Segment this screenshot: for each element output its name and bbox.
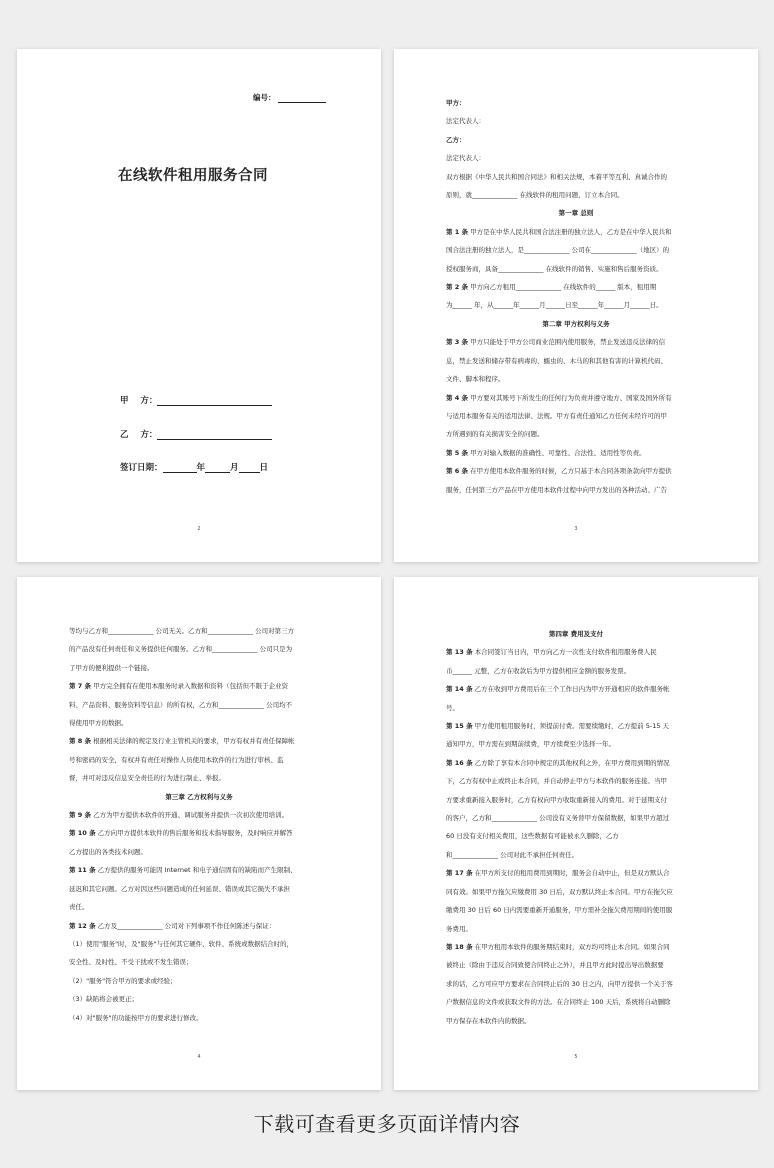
line-text: 原则，就______________ 在线软件的租用问题，订立本合同。 [446,191,624,200]
line-text: 务费用。 [446,924,472,933]
line-text: 方所遇到的有关损害安全的问题。 [446,430,544,439]
article-number: 第 5 条 [446,448,469,457]
paragraph-line [446,296,706,314]
paragraph-line [69,769,329,787]
contract-title: 在线软件租用服务合同 [118,168,268,184]
party-a-field [120,394,272,406]
day-label: 日 [259,463,269,473]
line-text: 的产品没有任何责任和义务提供任何服务。乙方和______________ 公司只是为 [69,645,293,654]
line-text: 乙方向甲方提供本软件的售后服务和技术指导服务，及时响应并解答 [95,829,293,838]
line-text: 乙方提供的服务可能因 Internet 和电子通信固有的缺陷而产生限制、 [95,866,297,875]
article-number: 第 15 条 [446,722,473,731]
paragraph-line [446,901,706,919]
paragraph-line [446,643,706,661]
article-number: 第 10 条 [69,829,96,838]
line-text: 与适用本服务有关的适用法律、法规。甲方有责任通知乙方任何未经许可的甲 [446,411,667,420]
article-number: 第 17 条 [446,869,473,878]
paragraph-line [446,717,706,735]
paragraph-line [446,149,706,167]
article-number: 第 18 条 [446,942,473,951]
page-number: 3 [574,526,578,532]
article-number: 第 2 条 [446,283,469,292]
paragraph-line [69,1009,329,1027]
paragraph-line [69,972,329,990]
line-text: 下，乙方有权中止或终止本合同，并自动停止甲方与本软件的服务连接。当甲 [446,777,667,786]
paragraph-line [446,699,706,717]
paragraph-line [69,861,329,879]
line-text: 了甲方的便利提供一个链接。 [69,663,154,672]
line-text: （1）使用"服务"时，及"服务"与任何其它硬件、软件、系统或数据结合时的， [69,939,294,948]
paragraph-line [446,975,706,993]
party-b-field [120,428,272,440]
line-text: 服务，任何第三方产品在甲方使用本软件过程中向甲方发出的各种活动、广告 [446,485,667,494]
paragraph-line [446,333,706,351]
paragraph-line [446,864,706,882]
paragraph-line [446,112,706,130]
contract-page-4 [17,577,381,1090]
line-text: 息，禁止发送和储存带有病毒的、蠕虫的、木马的和其他有害的计算机代码、 [446,356,667,365]
article-number: 第 8 条 [69,737,92,746]
line-text: 缴费用 30 日后 60 日内需要重新开通服务，甲方需补全拖欠费用期间的使用服 [446,906,673,915]
line-text: 延迟和其它问题。乙方对因这些问题造成的任何延误、错误或其它损失不承担 [69,884,290,893]
paragraph-line [69,898,329,916]
line-text: 乙方及______________ 公司对下列事项不作任何陈述与保证： [95,921,276,930]
paragraph-line [446,462,706,480]
paragraph-line [446,186,706,204]
line-text: （2）"服务"符合甲方的要求或经验； [69,976,177,985]
sign-date-label: 签订日期： [120,463,163,473]
paragraph-line [69,696,329,714]
line-text: 甲方向乙方租用______________ 在线软件的______ 版本，租用期 [468,283,657,292]
paragraph-line [446,791,706,809]
line-text: 币______ 元整，乙方在收款后为甲方提供相应金额的服务发票。 [446,666,631,675]
paragraph-line [446,168,706,186]
line-text: 被终止（除由于违反合同致使合同终止之外），并且甲方此时提出导出数据要 [446,961,664,970]
line-text: 甲方完全拥有在使用本服务时录入数据和资料（包括但不限于企业资 [91,682,289,691]
article-number: 第 4 条 [446,393,469,402]
line-text: 国合法注册的独立法人，是______________ 公司在______________（地区）的 [446,246,670,255]
party-a-label: 甲 方： [120,396,158,406]
paragraph-line [446,407,706,425]
line-text: 本合同签订当日内，甲方向乙方一次性支付软件租用服务费人民 [472,648,657,657]
line-text: 等均与乙方和______________ 公司无关。乙方和______________ 公司对第三方 [69,627,295,635]
line-text: 号。 [446,703,459,712]
chapter-heading: 第四章 费用及支付 [548,630,604,638]
article-number: 第 12 条 [69,921,96,930]
paragraph-line [446,920,706,938]
line-text: 号和密码的安全，有权并有责任对操作人员使用本软件的行为进行审核、监 [69,755,284,764]
paragraph-line [446,938,706,956]
line-text: 在甲方使用本软件服务的时候，乙方只基于本合同各项条款向甲方提供 [468,467,672,476]
paragraph-line [446,735,706,753]
paragraph-line [69,843,329,861]
page-number: 2 [197,526,201,532]
line-text: （4）对"服务"的功能按甲方的要求进行修改。 [69,1013,203,1022]
paragraph-line [69,751,329,769]
contract-page-3 [394,49,758,562]
paragraph-line [446,662,706,680]
paragraph-line [69,953,329,971]
line-text: 督，并可对违反信息安全责任的行为进行制止、举报。 [69,774,225,783]
paragraph-line [446,223,706,241]
paragraph-line [446,481,706,499]
line-text: 责任。 [69,903,89,912]
paragraph-line [446,993,706,1011]
line-text: 双方根据《中华人民共和国合同法》和相关法规，本着平等互利、真诚合作的 [446,172,667,181]
cover-page [17,49,381,562]
paragraph-line [446,94,706,112]
paragraph-line [446,956,706,974]
paragraph-line [446,131,706,149]
sign-date-field [120,461,268,473]
line-text: 甲方是在中华人民共和国合法注册的独立法人，乙方是在中华人民共和 [468,227,672,236]
article-number: 第 11 条 [69,866,96,875]
paragraph-line [69,677,329,695]
line-text: 甲方对输入数据的准确性、可靠性、合法性、适用性等负责。 [468,448,646,457]
article-number: 第 3 条 [446,338,469,347]
line-text: 乙方提出的各类技术问题。 [69,847,147,856]
serial-label: 编号： [253,93,276,102]
month-blank-line [205,464,230,473]
paragraph-line [446,827,706,845]
line-text: 和______________ 公司对此不承担任何责任。 [446,850,579,859]
article-number: 第 6 条 [446,467,469,476]
line-text: 法定代表人： [446,154,485,163]
line-text: 通知甲方，甲方需在到期前续费，甲方续费至少选择一年。 [446,740,615,749]
paragraph-line [446,370,706,388]
line-text: 在甲方所支付的租用费用到期时，服务会自动中止，但是双方默认合 [472,869,670,878]
year-blank-line [163,464,197,473]
line-text: 在甲方租用本软件的服务期结束时，双方均可终止本合同。如果合同 [472,942,670,951]
paragraph-line [69,880,329,898]
article-number: 第 9 条 [69,811,92,820]
paragraph-line [446,883,706,901]
page-number: 5 [574,1054,578,1060]
page-body [446,625,706,1030]
line-text: 料、产品资料、服务资料等信息）的所有权，乙方和______________ 公司均不 [69,700,293,709]
line-text: 为______ 年，从______年______月______日至______年______月______日。 [446,301,663,310]
paragraph-line [69,935,329,953]
paragraph-line [446,1012,706,1030]
page-number: 4 [197,1054,201,1060]
line-text: 甲方只能处于甲方公司商业范围内使用服务，禁止发送违反法律的信 [468,338,666,347]
line-text: 求的话，乙方可应甲方要求在合同终止后的 30 日之内，向甲方提供一个关于客 [446,979,673,988]
serial-number-field [253,92,326,103]
month-label: 月 [230,463,239,473]
day-blank-line [239,464,260,473]
paragraph-line [446,754,706,772]
line-text: （3）缺陷将会被更正； [69,995,139,1004]
article-number: 第 14 条 [446,685,473,694]
paragraph-line [446,260,706,278]
paragraph-line [69,917,329,935]
paragraph-line [446,241,706,259]
line-text: 的客户，乙方和______________ 公司没有义务替甲方保留数据，如果甲方超过 [446,814,670,823]
page-body [69,622,329,1027]
article-number: 第 16 条 [446,758,473,767]
paragraph-line [69,640,329,658]
article-number: 第 7 条 [69,682,92,691]
line-text: 安全性、及时性、不受干扰或不发生错误； [69,958,193,967]
line-text: 方要求重新接入服务时，乙方有权向甲方收取重新接入的费用。对于延期支付 [446,795,667,804]
line-text: 乙方在收到甲方费用后在三个工作日内为甲方开通相应的软件服务帐 [472,685,670,694]
line-text: 甲方要对其账号下所发生的任何行为负责并遵守地方、国家及国外所有 [468,393,672,402]
article-number: 第 13 条 [446,648,473,657]
chapter-heading: 第一章 总则 [558,209,594,218]
paragraph-line [69,990,329,1008]
paragraph-line [69,824,329,842]
paragraph-line [446,352,706,370]
line-text: 文件、脚本和程序。 [446,375,505,384]
paragraph-line [446,846,706,864]
line-text: 甲方使用租用服务时，须提前付费。需要续缴时，乙方提前 5-15 天 [472,722,670,731]
article-number: 甲方： [446,99,466,107]
paragraph-line [446,389,706,407]
paragraph-line [69,659,329,677]
paragraph-line [446,278,706,296]
party-b-label: 乙 方： [120,430,158,440]
paragraph-line [446,772,706,790]
paragraph-line [446,809,706,827]
party-b-blank-line [157,431,272,440]
paragraph-line [446,444,706,462]
chapter-heading: 第三章 乙方权利与义务 [165,792,233,801]
page-body [446,94,706,499]
line-text: 乙方除了享有本合同中规定的其他权利之外，在甲方费用到期的情况 [472,758,670,767]
line-text: 同有效。如果甲方拖欠应缴费用 30 日后，双方默认终止本合同。甲方在拖欠应 [446,887,673,896]
line-text: 法定代表人： [446,117,485,126]
party-a-blank-line [157,397,272,406]
line-text: 根据相关法律的规定及行业主管机关的要求，甲方有权并有责任保障帐 [91,737,295,746]
line-text: 得使用甲方的数据。 [69,719,128,728]
paragraph-line [446,680,706,698]
article-number: 乙方： [446,135,466,144]
line-text: 户数据信息的文件或获取文件的方法。在合同终止 100 天后，系统将自动删除 [446,998,671,1007]
chapter-heading: 第二章 甲方权利与义务 [542,319,610,328]
year-label: 年 [196,463,206,473]
line-text: 授权服务商，具备______________ 在线软件的销售、实施和售后服务资质。 [446,264,663,273]
paragraph-line [446,425,706,443]
paragraph-line [69,806,329,824]
download-caption: 下载可查看更多页面详情内容 [253,1112,521,1136]
serial-blank-line [278,96,326,103]
paragraph-line [69,622,329,640]
article-number: 第 1 条 [446,227,469,236]
line-text: 乙方为甲方提供本软件的开通、调试服务并提供一次初次使用培训。 [91,811,289,820]
line-text: 甲方保存在本软件内的数据。 [446,1016,531,1025]
contract-page-5 [394,577,758,1090]
paragraph-line [69,714,329,732]
paragraph-line [69,732,329,750]
line-text: 60 日没有支付相关费用，这些数据有可能被永久删除，乙方 [446,832,619,841]
